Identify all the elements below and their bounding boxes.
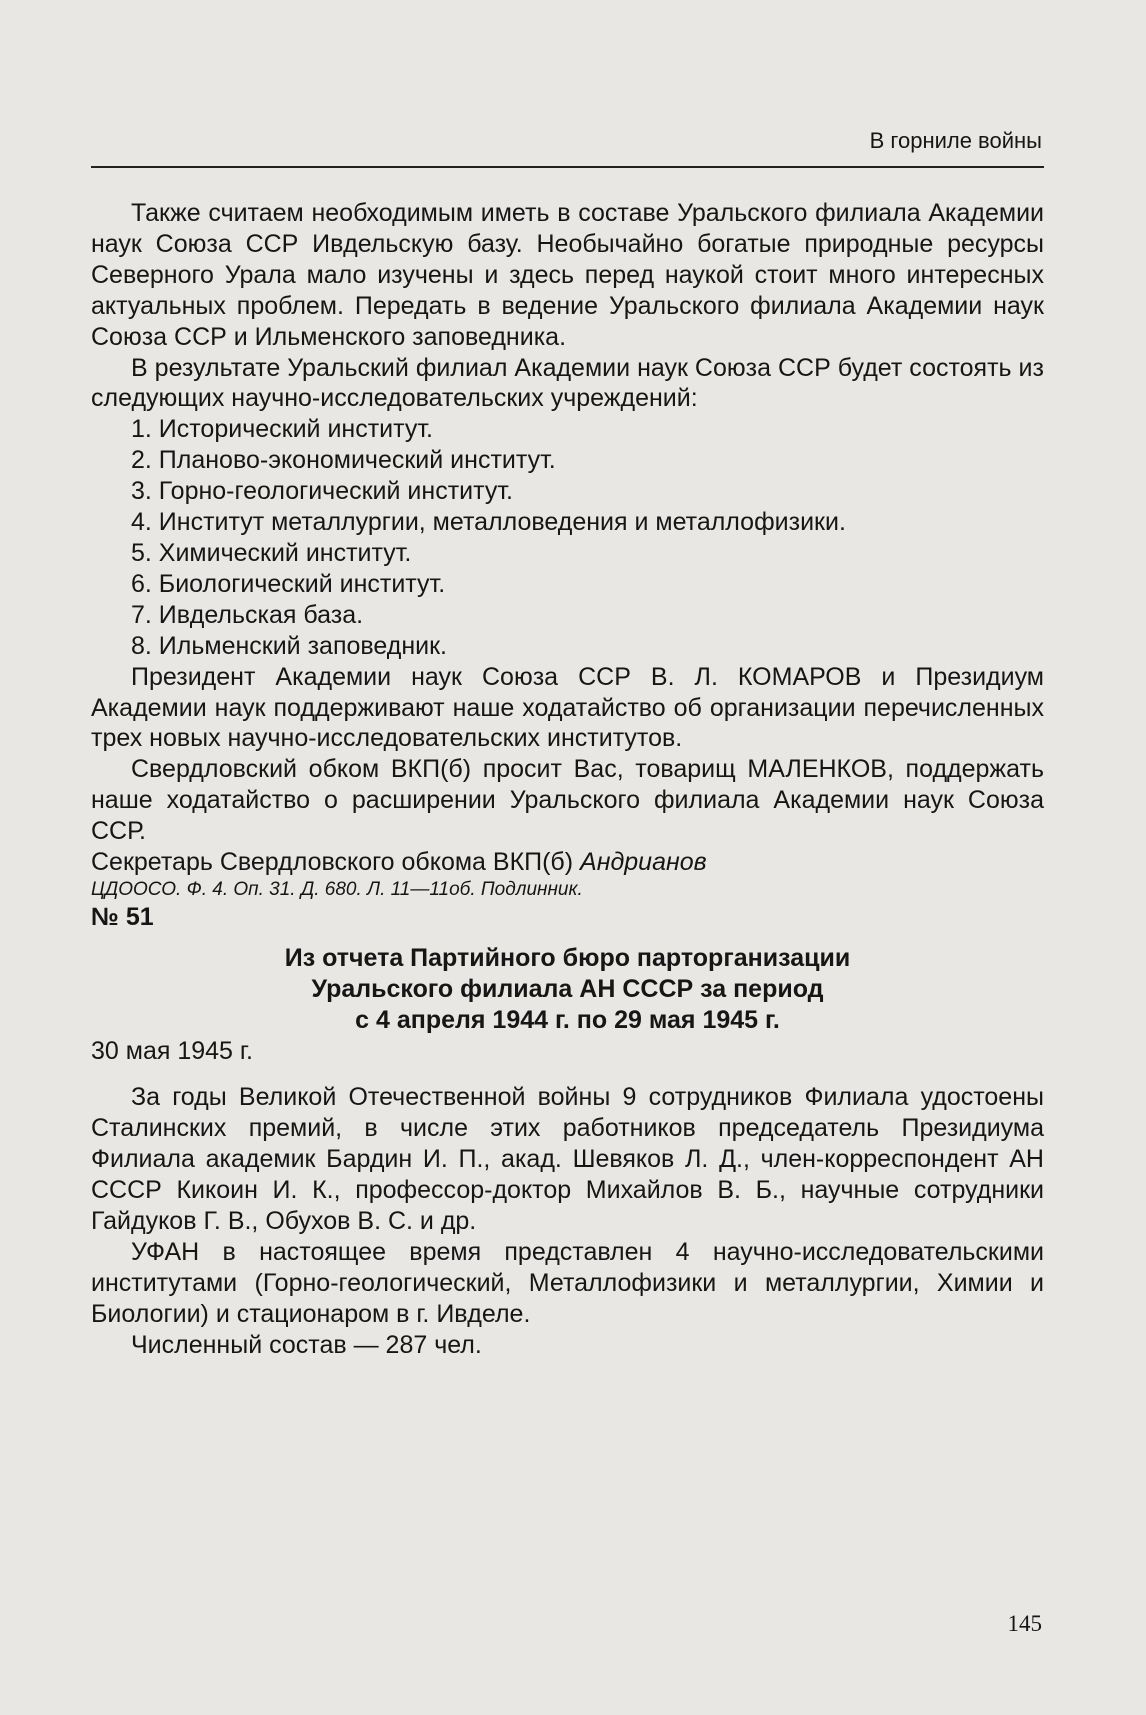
list-item: 7. Ивдельская база. xyxy=(131,600,364,629)
list-item: 5. Химический институт. xyxy=(131,538,412,567)
page-body xyxy=(91,198,1044,1361)
signature-name: Андрианов xyxy=(580,848,707,877)
paragraph-president-support: Президент Академии наук Союза ССР В. Л. КОМАРОВ и Президиум Академии наук поддерживают наше ходатайство об организации перечисленных трех новых научно-исследовательских институтов. xyxy=(91,662,1044,753)
header-rule xyxy=(91,166,1044,168)
document-title-line: Из отчета Партийного бюро парторганизации xyxy=(284,943,851,972)
list-item: 6. Биологический институт. xyxy=(131,569,446,598)
document-date: 30 мая 1945 г. xyxy=(91,1036,253,1065)
paragraph-ivdel-base: Также считаем необходимым иметь в составе Уральского филиала Академии наук Союза ССР Ивдельскую базу. Необычайно богатые природные ресурсы Северного Урала мало изучены и здесь перед наукой стоит много интересных актуальных проблем. Передать в ведение Уральского филиала Академии наук Союза ССР и Ильменского заповедника. xyxy=(91,199,1044,351)
document-number: № 51 xyxy=(91,902,154,931)
list-item: 3. Горно-геологический институт. xyxy=(131,477,513,506)
signature-position: Секретарь Свердловского обкома ВКП(б) xyxy=(91,848,581,877)
list-item: 8. Ильменский заповедник. xyxy=(131,631,447,660)
paragraph-ufan-institutes: УФАН в настоящее время представлен 4 научно-исследовательскими институтами (Горно-геологический, Металлофизики и металлургии, Химии и Биологии) и стационаром в г. Ивделе. xyxy=(91,1238,1044,1328)
paragraph-institutions-intro: В результате Уральский филиал Академии наук Союза ССР будет состоять из следующих научно-исследовательских учреждений: xyxy=(91,353,1044,413)
document-title xyxy=(91,943,1044,1036)
list-item: 2. Планово-экономический институт. xyxy=(131,446,556,475)
document-title-line: Уральского филиала АН СССР за период xyxy=(311,974,824,1003)
page-number: 145 xyxy=(1007,1611,1042,1636)
paragraph-obkom-request: Свердловский обком ВКП(б) просит Вас, товарищ МАЛЕНКОВ, поддержать наше ходатайство о расширении Уральского филиала Академии наук Союза ССР. xyxy=(91,755,1044,846)
list-item: 4. Институт металлургии, металловедения и металлофизики. xyxy=(131,508,846,537)
list-item: 1. Исторический институт. xyxy=(131,415,433,444)
signature xyxy=(91,847,1044,878)
paragraph-stalin-prizes: За годы Великой Отечественной войны 9 сотрудников Филиала удостоены Сталинских премий, в числе этих работников председатель Президиума Филиала академик Бардин И. П., акад. Шевяков Л. Д., член-корреспондент АН СССР Кикоин И. К., профессор-доктор Михайлов В. Б., научные сотрудники Гайдуков Г. В., Обухов В. С. и др. xyxy=(91,1083,1044,1236)
paragraph-staff-count: Численный состав — 287 чел. xyxy=(131,1330,482,1359)
document-title-line: с 4 апреля 1944 г. по 29 мая 1945 г. xyxy=(355,1005,780,1034)
archive-reference: ЦДООСО. Ф. 4. Оп. 31. Д. 680. Л. 11—11об. Подлинник. xyxy=(91,878,583,900)
institutions-list xyxy=(91,414,1044,661)
running-head: В горниле войны xyxy=(869,128,1042,153)
